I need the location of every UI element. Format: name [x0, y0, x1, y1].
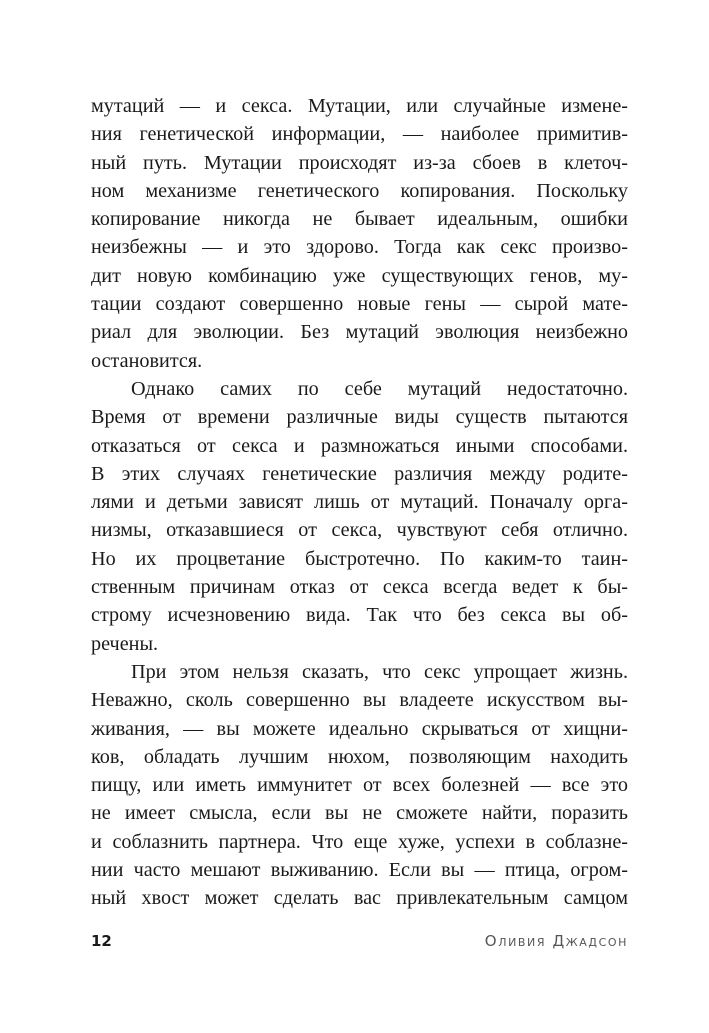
- text-line: ния генетической информации, — наиболее примитив-: [91, 123, 628, 146]
- text-line: не имеет смысла, если вы не сможете найти, поразить: [91, 802, 628, 825]
- text-line: мутаций — и секса. Мутации, или случайные измене-: [91, 95, 628, 117]
- text-line: остановится.: [91, 349, 203, 372]
- text-line: и соблазнить партнера. Что еще хуже, успехи в соблазне-: [91, 830, 628, 853]
- text-line: речены.: [91, 632, 159, 655]
- text-line: строму исчезновению вида. Так что без секса вы об-: [91, 604, 628, 627]
- text-line: тации создают совершенно новые гены — сырой мате-: [91, 293, 628, 316]
- text-line: ный путь. Мутации происходят из-за сбоев в клеточ-: [91, 151, 628, 174]
- text-line: риал для эволюции. Без мутаций эволюция неизбежно: [91, 321, 628, 344]
- text-line: Неважно, сколь совершенно вы владеете искусством вы-: [91, 689, 628, 712]
- running-head-author: Оливия Джадсон: [484, 932, 628, 950]
- text-line: ков, обладать лучшим нюхом, позволяющим находить: [91, 745, 628, 768]
- text-line: нии часто мешают выживанию. Если вы — птица, огром-: [91, 859, 628, 882]
- text-line: Но их процветание быстротечно. По каким-то таин-: [91, 547, 628, 570]
- text-line: живания, — вы можете идеально скрываться от хищни-: [91, 717, 628, 740]
- body-text: [91, 92, 628, 913]
- paragraph-first-line: Однако самих по себе мутаций недостаточно.: [131, 377, 628, 400]
- text-line: отказаться от секса и размножаться иными способами.: [91, 434, 628, 457]
- page-number: 12: [91, 932, 112, 950]
- page-footer: [91, 932, 628, 956]
- text-line: В этих случаях генетические различия между родите-: [91, 462, 628, 485]
- text-line: дит новую комбинацию уже существующих генов, му-: [91, 264, 628, 287]
- text-line: копирование никогда не бывает идеальным, ошибки: [91, 208, 628, 231]
- text-line: ственным причинам отказ от секса всегда ведет к бы-: [91, 576, 628, 599]
- text-line: неизбежны — и это здорово. Тогда как секс произво-: [91, 236, 628, 259]
- text-line: низмы, отказавшиеся от секса, чувствуют себя отлично.: [91, 519, 628, 542]
- text-line: пищу, или иметь иммунитет от всех болезней — все это: [91, 774, 628, 797]
- text-line: ный хвост может сделать вас привлекательным самцом: [91, 887, 628, 910]
- paragraph-first-line: При этом нельзя сказать, что секс упрощает жизнь.: [131, 660, 628, 683]
- text-line: лями и детьми зависят лишь от мутаций. Поначалу орга-: [91, 491, 628, 514]
- text-line: Время от времени различные виды существ пытаются: [91, 406, 628, 429]
- text-line: ном механизме генетического копирования. Поскольку: [91, 179, 628, 202]
